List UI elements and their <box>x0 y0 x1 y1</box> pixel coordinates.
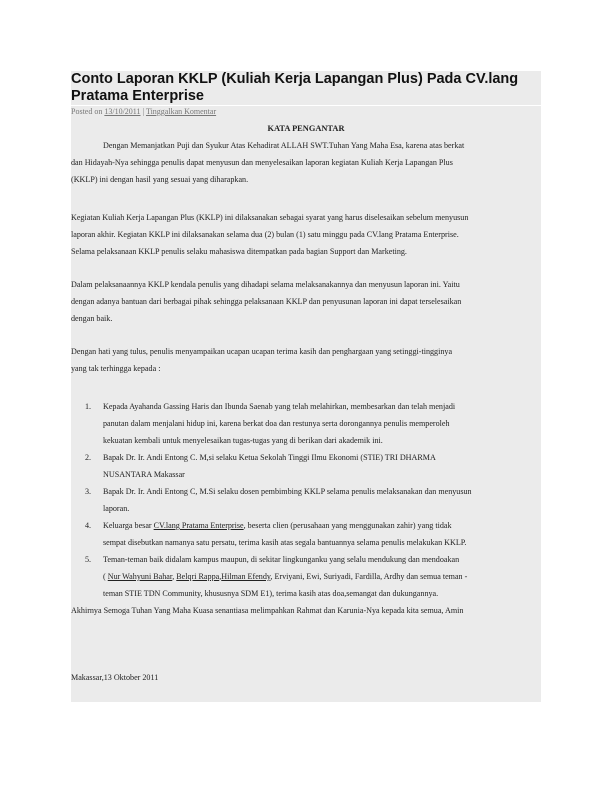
para2-line1: Kegiatan Kuliah Kerja Lapangan Plus (KKLP) ini dilaksanakan sebagai syarat yang harus diselesaikan sebelum menyusun <box>71 213 469 222</box>
list-item-5-line3: teman STIE TDN Community, khususnya SDM E1), terima kasih atas doa,semangat dan dukungannya. <box>103 589 439 598</box>
para3-line2: dengan adanya bantuan dari berbagai pihak sehingga pelaksanaan KKLP dan penyusunan laporan ini dapat terselesaikan <box>71 297 462 306</box>
list-item-4-pre: Keluarga besar <box>103 521 154 530</box>
list-number-2: 2. <box>85 453 92 462</box>
closing-line: Akhirnya Semoga Tuhan Yang Maha Kuasa senantiasa melimpahkan Rahmat dan Karunia-Nya kepada kita semua, Amin <box>71 606 464 615</box>
name-link-2[interactable]: Belqri Rappa <box>176 572 220 581</box>
post-title: Conto Laporan KKLP (Kuliah Kerja Lapangan Plus) Pada CV.lang Pratama Enterprise <box>71 71 541 105</box>
kata-pengantar-heading: KATA PENGANTAR <box>267 124 345 133</box>
para1-line2: dan Hidayah-Nya sehingga penulis dapat menyusun dan menyelesaikan laporan kegiatan Kuliah Kerja Lapangan Plus <box>71 158 453 167</box>
list-item-5-line2 <box>103 568 467 585</box>
list-item-4-line2: sempat disebutkan namanya satu persatu, terima kasih atas segala bantuannya selama penulis melakukan KKLP. <box>103 538 467 547</box>
list-item-5-comma-1: , <box>172 572 177 581</box>
list-item-1-line2: panutan dalam menjalani hidup ini, karena berkat doa dan restunya serta dorongannya penulis memperoleh <box>103 419 450 428</box>
para1-line1: Dengan Memanjatkan Puji dan Syukur Atas Kehadirat ALLAH SWT.Tuhan Yang Maha Esa, karena atas berkat <box>103 141 465 150</box>
para4-line2: yang tak terhingga kepada : <box>71 364 161 373</box>
list-number-5: 5. <box>85 555 92 564</box>
list-item-5-comma-2: , <box>219 572 222 581</box>
post-date-link[interactable]: 13/10/2011 <box>104 107 141 116</box>
list-item-2-line2: NUSANTARA Makassar <box>103 470 185 479</box>
para2-line3: Selama pelaksanaan KKLP penulis selaku mahasiswa ditempatkan pada bagian Support dan Marketing. <box>71 247 407 256</box>
meta-separator: | <box>142 107 145 116</box>
list-item-1-line1: Kepada Ayahanda Gassing Haris dan Ibunda Saenab yang telah melahirkan, membesarkan dan telah menjadi <box>103 402 456 411</box>
list-item-5-open: ( <box>103 572 108 581</box>
list-item-3-line1: Bapak Dr. Ir. Andi Entong C, M.Si selaku dosen pembimbing KKLP selama penulis melaksanakan dan menyusun <box>103 487 472 496</box>
list-number-4: 4. <box>85 521 92 530</box>
list-item-5-rest: , Erviyani, Ewi, Suriyadi, Fardilla, Ardhy dan semua teman - <box>270 572 468 581</box>
name-link-3[interactable]: Hilman Efendy <box>221 572 271 581</box>
list-item-4-line1 <box>103 517 452 534</box>
comment-link[interactable]: Tinggalkan Komentar <box>145 107 217 116</box>
signoff: Makassar,13 Oktober 2011 <box>71 673 159 682</box>
list-item-5-line1: Teman-teman baik didalam kampus maupun, di sekitar lingkunganku yang selalu mendukung dan mendoakan <box>103 555 460 564</box>
company-link[interactable]: CV.lang Pratama Enterprise <box>153 521 244 530</box>
list-item-1-line3: kekuatan kembali untuk menyelesaikan tugas-tugas yang di berikan dari akademik ini. <box>103 436 383 445</box>
para2-line2: laporan akhir. Kegiatan KKLP ini dilaksanakan selama dua (2) bulan (1) satu minggu pada CV.lang Pratama Enterprise. <box>71 230 459 239</box>
list-item-3-line2: laporan. <box>103 504 130 513</box>
para1-line3: (KKLP) ini dengan hasil yang sesuai yang diharapkan. <box>71 175 249 184</box>
para4-line1: Dengan hati yang tulus, penulis menyampaikan ucapan ucapan terima kasih dan penghargaan yang setinggi-tingginya <box>71 347 453 356</box>
list-number-1: 1. <box>85 402 92 411</box>
posted-on-label: Posted on <box>71 107 103 116</box>
list-item-4-post: , beserta clien (perusahaan yang menggunakan zahir) yang tidak <box>243 521 452 530</box>
para3-line1: Dalam pelaksanaannya KKLP kendala penulis yang dihadapi selama melaksanakannya dan menyusun laporan ini. Yaitu <box>71 280 460 289</box>
para3-line3: dengan baik. <box>71 314 113 323</box>
name-link-1[interactable]: Nur Wahyuni Bahar <box>107 572 173 581</box>
list-number-3: 3. <box>85 487 92 496</box>
post-meta <box>71 106 541 117</box>
list-item-2-line1: Bapak Dr. Ir. Andi Entong C. M,si selaku Ketua Sekolah Tinggi Ilmu Ekonomi (STIE) TRI DHARMA <box>103 453 436 462</box>
